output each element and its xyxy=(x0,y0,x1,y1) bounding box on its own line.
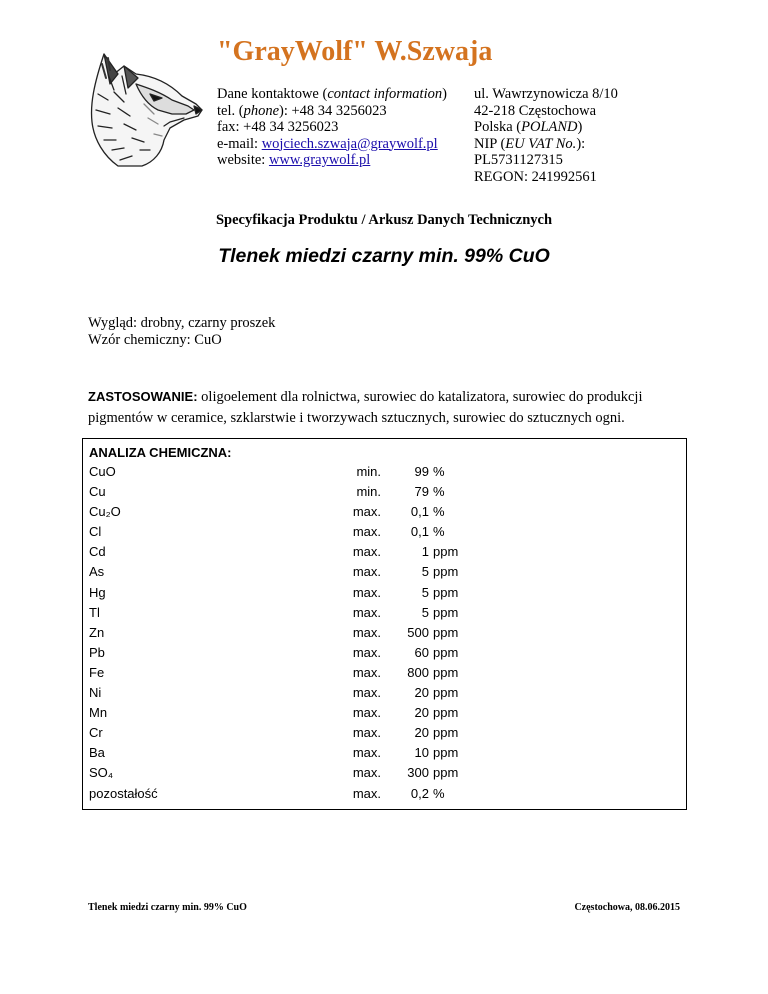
component-name: Fe xyxy=(89,664,105,680)
value: 0,1 xyxy=(410,524,429,540)
limit: max. xyxy=(352,705,381,721)
analysis-row xyxy=(89,502,679,522)
street: ul. Wawrzynowicza 8/10 xyxy=(474,86,618,102)
email-link[interactable]: wojciech.szwaja@graywolf.pl xyxy=(261,135,438,152)
analysis-row xyxy=(89,542,679,562)
unit: ppm xyxy=(433,725,459,741)
analysis-row xyxy=(89,703,679,723)
country: Polska (POLAND) xyxy=(474,119,583,135)
value: 0,2 xyxy=(410,785,429,801)
unit: ppm xyxy=(433,644,459,660)
unit: ppm xyxy=(433,664,459,680)
limit: max. xyxy=(352,584,381,600)
component-name: Tl xyxy=(89,604,100,620)
value: 10 xyxy=(414,745,429,761)
value: 300 xyxy=(407,765,429,781)
limit: max. xyxy=(352,564,381,580)
limit: max. xyxy=(352,785,381,801)
limit: max. xyxy=(352,745,381,761)
unit: ppm xyxy=(433,685,459,701)
component-name: Ni xyxy=(89,685,102,701)
component-name: pozostałość xyxy=(89,785,158,801)
unit: % xyxy=(433,504,445,520)
chemical-analysis-box xyxy=(82,438,687,810)
value: 5 xyxy=(421,564,429,580)
limit: min. xyxy=(356,484,381,500)
unit: ppm xyxy=(433,765,459,781)
unit: % xyxy=(433,785,445,801)
analysis-row xyxy=(89,603,679,623)
analysis-row xyxy=(89,763,679,783)
footer-date: Częstochowa, 08.06.2015 xyxy=(574,902,680,913)
unit: ppm xyxy=(433,745,459,761)
fax-line: fax: +48 34 3256023 xyxy=(217,119,339,135)
component-name: Cl xyxy=(89,524,102,540)
value: 20 xyxy=(414,725,429,741)
appearance: Wygląd: drobny, czarny proszek xyxy=(88,315,276,331)
component-name: Zn xyxy=(89,624,105,640)
component-name: Ba xyxy=(89,745,105,761)
unit: % xyxy=(433,524,445,540)
value: 5 xyxy=(421,604,429,620)
component-name: Mn xyxy=(89,705,108,721)
analysis-row xyxy=(89,784,679,804)
analysis-row xyxy=(89,522,679,542)
value: 500 xyxy=(407,624,429,640)
limit: max. xyxy=(352,644,381,660)
website-link[interactable]: www.graywolf.pl xyxy=(268,152,371,168)
value: 60 xyxy=(414,644,429,660)
component-name: As xyxy=(89,564,105,580)
analysis-row xyxy=(89,583,679,603)
analysis-row xyxy=(89,643,679,663)
limit: max. xyxy=(352,765,381,781)
analysis-row xyxy=(89,623,679,643)
limit: max. xyxy=(352,685,381,701)
limit: max. xyxy=(352,544,381,560)
unit: ppm xyxy=(433,604,459,620)
limit: max. xyxy=(352,604,381,620)
component-name: Cr xyxy=(89,725,103,741)
component-name: CuO xyxy=(89,464,116,479)
value: 800 xyxy=(407,664,429,680)
usage-paragraph xyxy=(88,386,688,429)
usage-label: ZASTOSOWANIE: xyxy=(88,389,198,404)
analysis-row xyxy=(89,723,679,743)
value: 20 xyxy=(414,685,429,701)
limit: max. xyxy=(352,504,381,520)
chemical-formula: Wzór chemiczny: CuO xyxy=(88,331,222,348)
analysis-row xyxy=(89,683,679,703)
unit: ppm xyxy=(433,584,459,600)
analysis-rows xyxy=(89,462,679,804)
limit: max. xyxy=(352,624,381,640)
product-description xyxy=(88,315,275,348)
component-name: Pb xyxy=(89,644,105,660)
unit: ppm xyxy=(433,705,459,721)
component-name: Cu xyxy=(89,484,106,500)
analysis-row xyxy=(89,562,679,582)
limit: min. xyxy=(356,464,381,479)
city: 42-218 Częstochowa xyxy=(474,102,597,119)
analysis-row xyxy=(89,663,679,683)
unit: ppm xyxy=(433,624,459,640)
wolf-logo-icon xyxy=(84,44,206,168)
email-line: e-mail: wojciech.szwaja@graywolf.pl xyxy=(217,135,438,152)
value: 1 xyxy=(421,544,429,560)
unit: ppm xyxy=(433,544,459,560)
contact-info xyxy=(217,86,447,169)
component-name: SO₄ xyxy=(89,765,114,781)
limit: max. xyxy=(352,524,381,540)
value: 20 xyxy=(414,705,429,721)
unit: ppm xyxy=(433,564,459,580)
limit: max. xyxy=(352,725,381,741)
analysis-row xyxy=(89,743,679,763)
analysis-title: ANALIZA CHEMICZNA: xyxy=(89,445,232,460)
phone-line: tel. (phone): +48 34 3256023 xyxy=(217,102,387,119)
component-name: Cu₂O xyxy=(89,504,121,520)
value: 0,1 xyxy=(410,504,429,520)
product-title: Tlenek miedzi czarny min. 99% CuO xyxy=(218,245,550,267)
regon: REGON: 241992561 xyxy=(474,168,597,185)
value: 99 xyxy=(414,464,429,479)
unit: % xyxy=(433,464,445,479)
analysis-row xyxy=(89,462,679,482)
value: 5 xyxy=(421,584,429,600)
analysis-row xyxy=(89,482,679,502)
address-block xyxy=(474,86,618,185)
component-name: Cd xyxy=(89,544,106,560)
nip-number: PL5731127315 xyxy=(474,152,563,168)
company-name: "GrayWolf" W.Szwaja xyxy=(217,36,493,67)
spec-heading: Specyfikacja Produktu / Arkusz Danych Technicznych xyxy=(215,212,553,228)
limit: max. xyxy=(352,664,381,680)
unit: % xyxy=(433,484,445,500)
component-name: Hg xyxy=(89,584,106,600)
nip-label: NIP (EU VAT No.): xyxy=(474,135,586,152)
footer-product: Tlenek miedzi czarny min. 99% CuO xyxy=(88,902,247,913)
value: 79 xyxy=(414,484,429,500)
website-line: website: www.graywolf.pl xyxy=(217,152,371,168)
usage-text: oligoelement dla rolnictwa, surowiec do katalizatora, surowiec do produkcji pigmentów w ceramice, szklarstwie i tworzywach sztucznych, surowiec do sztucznych ogni. xyxy=(88,389,643,426)
contact-heading: Dane kontaktowe (contact information) xyxy=(217,86,447,102)
